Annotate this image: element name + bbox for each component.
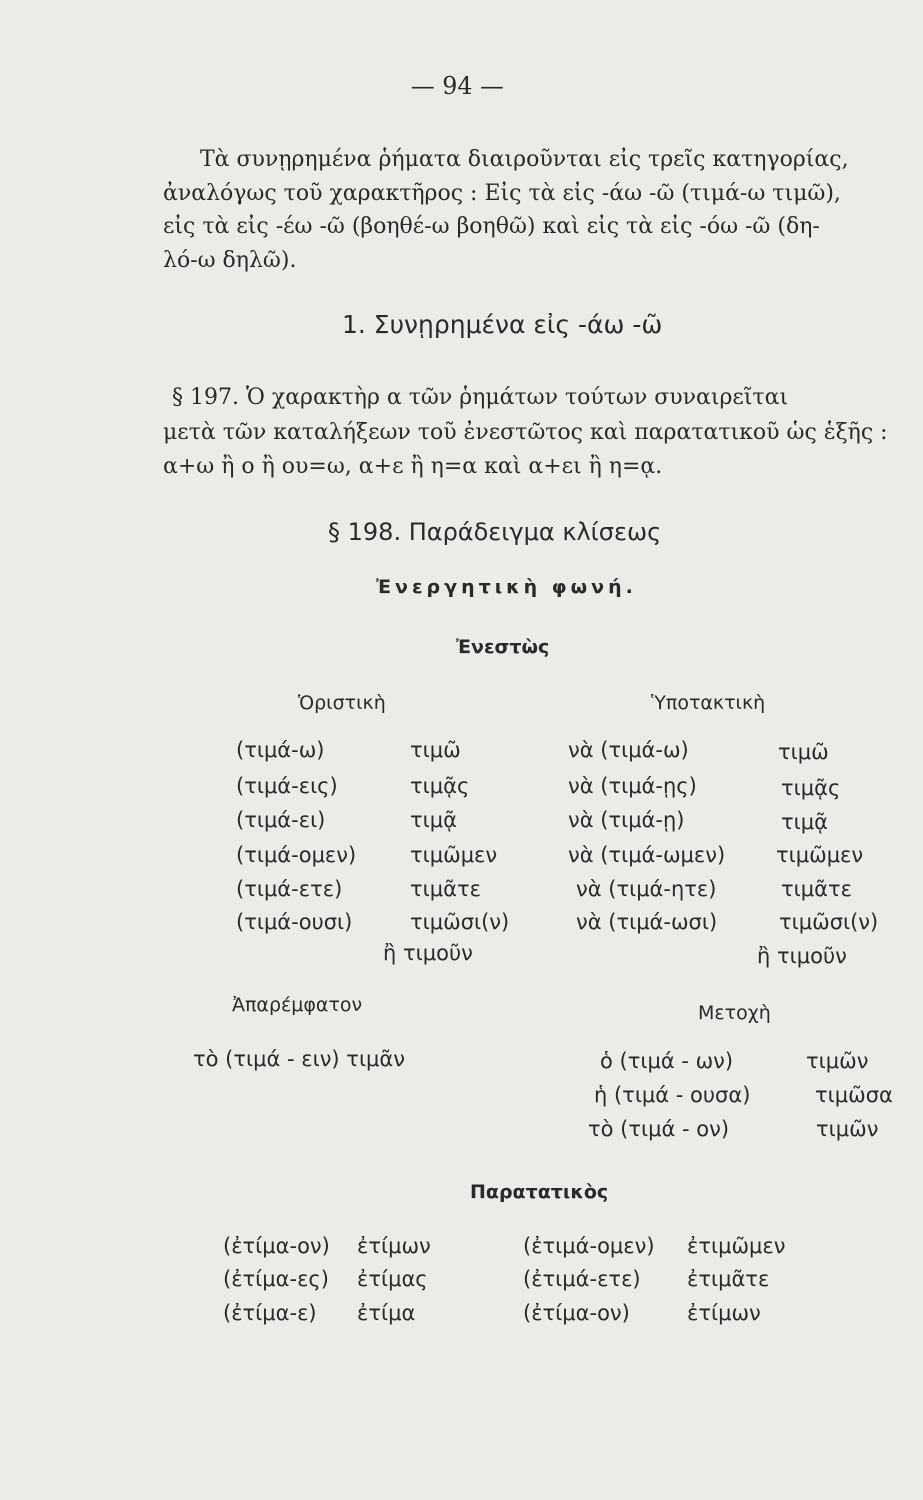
participle-form: ὁ (τιμά - ων) [600,1049,734,1073]
intro-line-4: λό-ω δηλῶ). [163,248,297,273]
subjunctive-form: νὰ (τιμά-ω) [568,738,689,762]
subjunctive-contracted: τιμᾷς [781,776,841,800]
para-197-line-1: § 197. Ὁ χαρακτὴρ α τῶν ῥημάτων τούτων συναιρεῖται [172,385,789,410]
indicative-form: (τιμά-ετε) [236,877,343,901]
imperfect-label: Παρατατικὸς [470,1181,609,1203]
para-197-line-2: μετὰ τῶν καταλήξεων τοῦ ἐνεστῶτος καὶ παρατατικοῦ ὡς ἑξῆς : [163,420,888,445]
page-number: — 94 — [410,72,504,100]
indicative-label: Ὁριστικὴ [298,692,386,714]
subjunctive-contracted: τιμῶ [778,740,829,764]
imperfect-form: (ἐτιμά-ετε) [523,1267,641,1291]
subjunctive-contracted: τιμᾶτε [781,877,852,901]
section-heading: 1. Συνῃρημένα εἰς -άω -ῶ [342,310,663,339]
imperfect-form: (ἐτίμα-ον) [523,1301,630,1325]
indicative-form: (τιμά-ομεν) [236,843,357,867]
participle-form: τὸ (τιμά - ον) [588,1117,730,1141]
indicative-contracted: τιμᾶτε [410,877,481,901]
subjunctive-alt-form: ἢ τιμοῦν [757,944,847,968]
participle-contracted: τιμῶν [816,1117,879,1141]
imperfect-contracted: ἐτιμᾶτε [687,1267,770,1291]
subjunctive-contracted: τιμῶμεν [776,843,864,867]
intro-line-1: Τὰ συνῃρημένα ῥήματα διαιροῦνται εἰς τρεῖς κατηγορίας, [200,147,849,172]
participle-contracted: τιμῶσα [815,1083,893,1107]
indicative-form: (τιμά-ει) [236,808,326,832]
intro-line-3: εἰς τὰ εἰς -έω -ῶ (βοηθέ-ω βοηθῶ) καὶ εἰς τὰ εἰς ‑όω ‑ῶ (δη- [163,214,820,239]
infinitive-form: τὸ (τιμά - ειν) τιμᾶν [193,1047,405,1071]
indicative-alt-form: ἢ τιμοῦν [383,941,473,965]
intro-line-2: ἀναλόγως τοῦ χαρακτῆρος : Εἰς τὰ εἰς -άω -ῶ (τιμά-ω τιμῶ), [163,181,841,206]
imperfect-contracted: ἐτίμας [357,1267,428,1291]
imperfect-contracted: ἐτίμων [687,1301,761,1325]
indicative-contracted: τιμῶ [410,738,461,762]
imperfect-form: (ἐτίμα-ες) [223,1267,329,1291]
para-197-line-3: α+ω ἢ ο ἢ ου=ω, α+ε ἢ η=α καὶ α+ει ἢ η=ᾳ. [163,454,663,479]
subjunctive-label: Ὑποτακτικὴ [651,692,766,714]
participle-contracted: τιμῶν [806,1049,869,1073]
subjunctive-form: νὰ (τιμά-ωσι) [576,910,718,934]
indicative-contracted: τιμῶσι(ν) [410,910,510,934]
infinitive-label: Ἀπαρέμφατον [232,994,363,1016]
imperfect-form: (ἐτίμα-ον) [223,1234,330,1258]
subjunctive-form: νὰ (τιμά-ητε) [576,877,717,901]
imperfect-contracted: ἐτιμῶμεν [687,1234,786,1258]
indicative-form: (τιμά-εις) [236,774,338,798]
subjunctive-form: νὰ (τιμά-ωμεν) [568,843,726,867]
subjunctive-form: νὰ (τιμά-ῃ) [568,808,685,832]
subjunctive-contracted: τιμᾷ [781,810,828,834]
participle-label: Μετοχὴ [698,1002,771,1024]
indicative-contracted: τιμῶμεν [410,843,498,867]
imperfect-form: (ἐτίμα-ε) [223,1301,317,1325]
subjunctive-form: νὰ (τιμά-ῃς) [568,774,697,798]
indicative-form: (τιμά-ω) [236,738,325,762]
participle-form: ἡ (τιμά - ουσα) [594,1083,751,1107]
voice-title: Ἐνεργητικὴ φωνή. [376,576,637,598]
indicative-contracted: τιμᾷ [410,808,457,832]
imperfect-form: (ἐτιμά-ομεν) [523,1234,655,1258]
subjunctive-contracted: τιμῶσι(ν) [779,910,879,934]
indicative-form: (τιμά-ουσι) [236,910,353,934]
imperfect-contracted: ἐτίμων [357,1234,431,1258]
imperfect-contracted: ἐτίμα [357,1301,416,1325]
indicative-contracted: τιμᾷς [410,774,470,798]
tense-title-present: Ἐνεστὼς [456,636,550,658]
paradigm-title: § 198. Παράδειγμα κλίσεως [328,518,662,546]
